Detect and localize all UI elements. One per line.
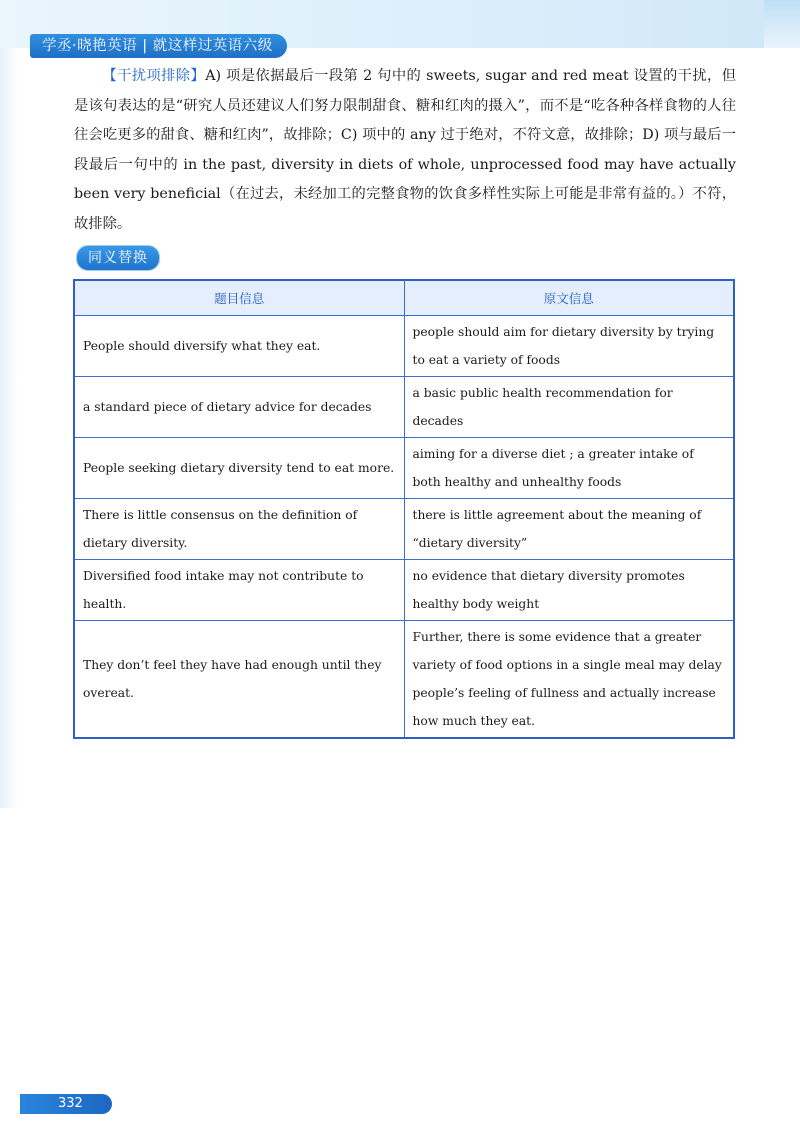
left-decor-strip <box>0 48 18 808</box>
distractor-explanation <box>74 62 736 239</box>
source-info-cell: Further, there is some evidence that a greater variety of food options in a single meal may delay people’s feeling of fullness and actually increase how much they eat. <box>404 621 734 739</box>
question-info-cell: a standard piece of dietary advice for decades <box>74 377 404 438</box>
book-header-title: 学丞·晓艳英语 | 就这样过英语六级 <box>30 34 287 58</box>
source-info-cell: there is little agreement about the meaning of “dietary diversity” <box>404 499 734 560</box>
source-info-cell: a basic public health recommendation for decades <box>404 377 734 438</box>
question-info-cell: People seeking dietary diversity tend to eat more. <box>74 438 404 499</box>
source-info-cell: no evidence that dietary diversity promotes healthy body weight <box>404 560 734 621</box>
table-row <box>74 316 734 377</box>
explanation-text: A) 项是依据最后一段第 2 句中的 sweets, sugar and red meat 设置的干扰，但是该句表达的是“研究人员还建议人们努力限制甜食、糖和红肉的摄入”，而不是“吃各种各样食物的人往往会吃更多的甜食、糖和红肉”，故排除；C) 项中的 any 过于绝对，不符文意，故排除；D) 项与最后一段最后一句中的 in the past, diversity in diets of whole, unprocessed food may have actually been very beneficial（在过去，未经加工的完整食物的饮食多样性实际上可能是非常有益的。）不符，故排除。 <box>74 68 736 232</box>
source-info-cell: aiming for a diverse diet ; a greater intake of both healthy and unhealthy foods <box>404 438 734 499</box>
synonym-table <box>73 279 735 739</box>
question-info-cell: People should diversify what they eat. <box>74 316 404 377</box>
table-header-row <box>74 280 734 316</box>
table-row <box>74 377 734 438</box>
table-row <box>74 621 734 739</box>
column-header: 题目信息 <box>74 280 404 316</box>
column-header: 原文信息 <box>404 280 734 316</box>
explanation-tag: 【干扰项排除】 <box>102 68 206 84</box>
table-row <box>74 560 734 621</box>
table-row <box>74 438 734 499</box>
page-number: 332 <box>20 1094 112 1114</box>
top-right-decor <box>764 0 800 48</box>
table-row <box>74 499 734 560</box>
source-info-cell: people should aim for dietary diversity by trying to eat a variety of foods <box>404 316 734 377</box>
synonym-section-label: 同义替换 <box>76 245 160 271</box>
question-info-cell: They don’t feel they have had enough until they overeat. <box>74 621 404 739</box>
question-info-cell: There is little consensus on the definition of dietary diversity. <box>74 499 404 560</box>
question-info-cell: Diversified food intake may not contribute to health. <box>74 560 404 621</box>
